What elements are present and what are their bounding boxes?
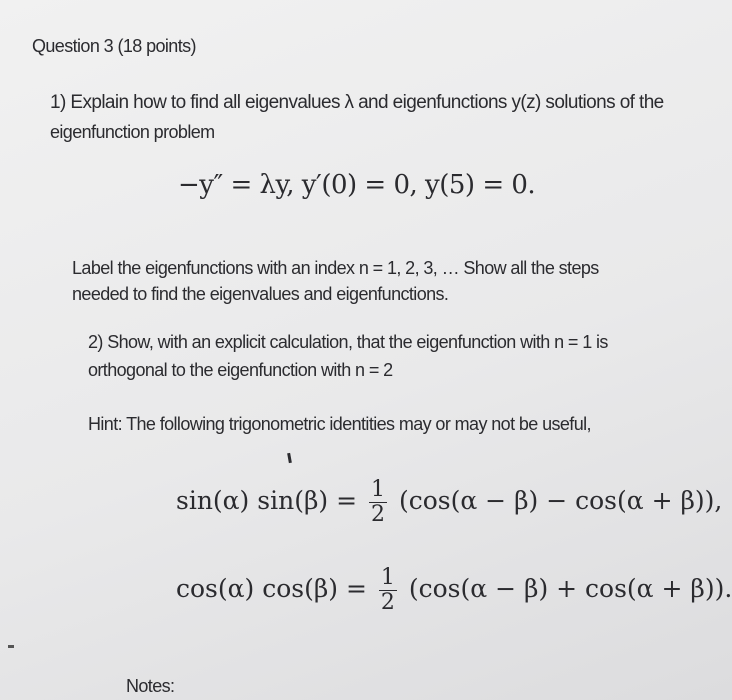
part1-prompt-line2: eigenfunction problem — [50, 122, 215, 142]
question-title: Question 3 (18 points) — [32, 36, 196, 56]
identity-cos-product — [176, 566, 732, 615]
identity2-frac-den: 2 — [380, 590, 395, 615]
edge-mark — [8, 645, 14, 648]
identity2-frac-num: 1 — [380, 565, 395, 590]
part1-prompt-line1: 1) Explain how to find all eigenvalues λ and eigenfunctions y(z) solutions of the — [50, 92, 664, 113]
part2-prompt-line1: 2) Show, with an explicit calculation, that the eigenfunction with n = 1 is — [88, 332, 608, 352]
notes-label: Notes: — [126, 676, 175, 696]
identity1-frac-den: 2 — [371, 502, 385, 527]
pen-mark — [287, 453, 292, 463]
identity1-fraction — [369, 478, 387, 527]
identity2-lhs: cos(α) cos(β) = — [176, 574, 367, 603]
identity2-fraction — [379, 566, 397, 615]
identity1-frac-num: 1 — [371, 477, 385, 502]
identity1-rhs: (cos(α − β) − cos(α + β)), — [398, 486, 723, 515]
identity1-lhs: sin(α) sin(β) = — [176, 486, 358, 515]
identity-sin-product — [176, 478, 722, 527]
label-instruction-line1: Label the eigenfunctions with an index n = 1, 2, 3, … Show all the steps — [72, 258, 599, 278]
eigen-equation: −y″ = λy, y′(0) = 0, y(5) = 0. — [178, 170, 536, 200]
part2-prompt-line2: orthogonal to the eigenfunction with n = 2 — [88, 360, 393, 380]
label-instruction-line2: needed to find the eigenvalues and eigenfunctions. — [72, 284, 449, 304]
hint-text: Hint: The following trigonometric identities may or may not be useful, — [88, 414, 591, 434]
identity2-rhs: (cos(α − β) + cos(α + β)). — [408, 574, 732, 603]
